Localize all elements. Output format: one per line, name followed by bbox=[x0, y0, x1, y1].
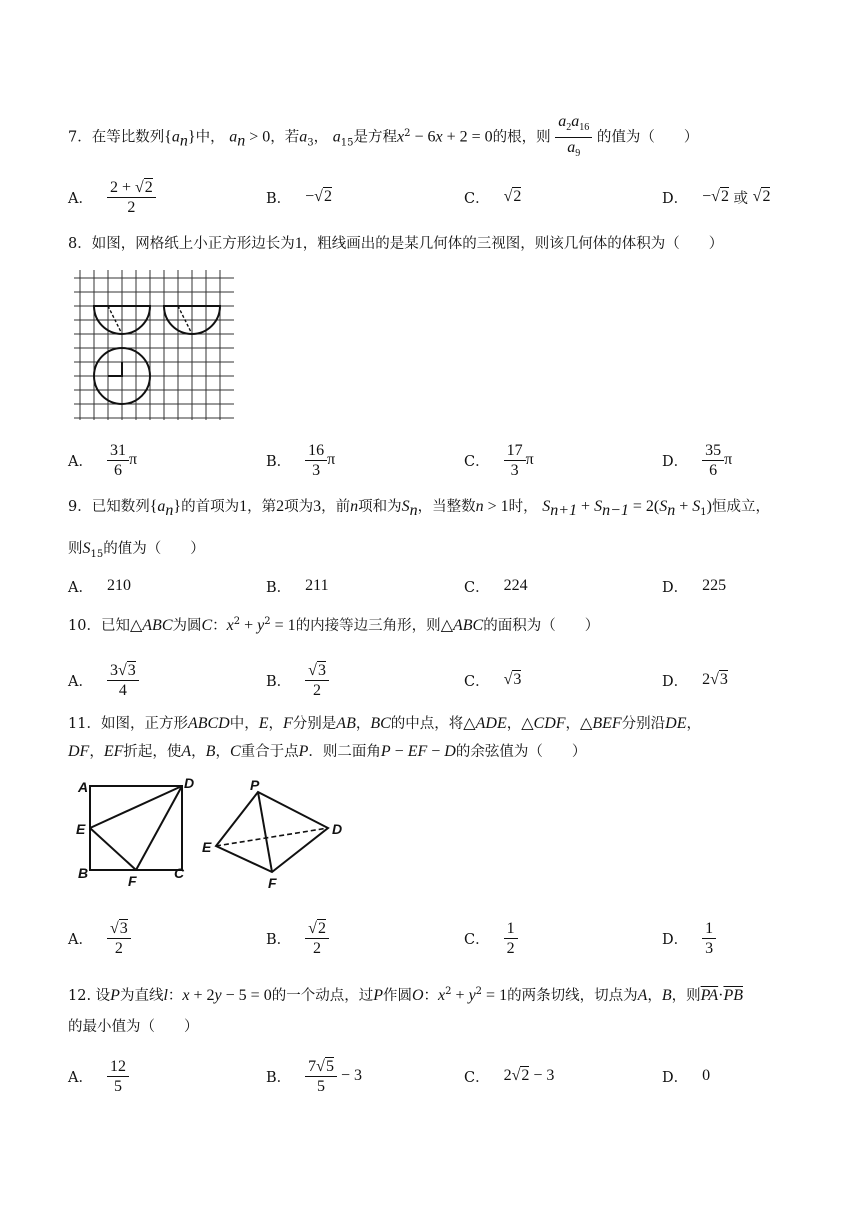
option-d[interactable]: D． $\frac{35}{6}$ π bbox=[662, 441, 733, 479]
option-a[interactable]: A． 210 bbox=[68, 577, 131, 596]
question-7-stem: 7．在等比数列$\{a_n\}$中， $a_n > 0$，若$a_3$， $a_{15}$是方程$x^2 - 6x + 2 = 0$的根，则 $\frac{a_2a_{16}}{a_9}$ 的值为（ ） bbox=[68, 113, 699, 160]
question-9-stem-line2: 则$S_{15}$的值为（ ） bbox=[68, 540, 205, 560]
label-f: F bbox=[128, 873, 137, 889]
question-8-stem: 8．如图，网格纸上小正方形边长为1，粗线画出的是某几何体的三视图，则该几何体的体积为（ ） bbox=[68, 235, 724, 252]
question-12-options bbox=[68, 1051, 828, 1101]
option-a[interactable]: A． $\frac{31}{6}$ π bbox=[68, 441, 138, 479]
question-11-stem-line2: DF，EF折起，使A，B，C重合于点P．则二面角P − EF − D的余弦值为（ ） bbox=[68, 743, 587, 760]
question-7-options bbox=[68, 172, 828, 222]
question-10-options bbox=[68, 655, 828, 705]
option-c[interactable]: C． $\frac{1}{2}$ bbox=[464, 913, 518, 963]
option-c[interactable]: C． 224 bbox=[464, 577, 528, 596]
three-view-grid-figure bbox=[74, 270, 236, 424]
option-d[interactable]: D． −√2 或 √2 bbox=[662, 188, 771, 207]
label-b: B bbox=[78, 865, 89, 881]
option-b[interactable]: B． $\frac{16}{3}$ π bbox=[266, 441, 336, 479]
option-a[interactable]: A． $\frac{√3}{2}$ bbox=[68, 913, 131, 963]
label-e2: E bbox=[202, 839, 212, 855]
option-b[interactable]: B． 211 bbox=[266, 577, 329, 596]
label-c: C bbox=[174, 865, 185, 881]
question-10-stem: 10．已知△ABC为圆C：$x^2 + y^2 = 1$的内接等边三角形，则△ABC的面积为（ ） bbox=[68, 616, 600, 634]
option-c[interactable]: C． $\frac{17}{3}$ π bbox=[464, 441, 534, 479]
question-8-options bbox=[68, 435, 828, 485]
option-d[interactable]: D． 225 bbox=[662, 577, 727, 596]
option-c[interactable]: C． 2√2 − 3 bbox=[464, 1067, 555, 1086]
label-f2: F bbox=[268, 875, 277, 891]
question-12-stem: 12. 设P为直线l：x + 2y − 5 = 0的一个动点，过P作圆O：$x^2 + y^2 = 1$的两条切线，切点为A，B，则$\overline{PA}\cdot\overline{PB}$ bbox=[68, 986, 743, 1004]
question-9-stem: 9．已知数列$\{a_n\}$的首项为1，第2项为3，前n项和为$S_n$，当整数n > 1时， $S_{n+1} + S_{n-1} = 2(S_n + S_1)$恒成立， bbox=[68, 498, 770, 519]
question-9-options bbox=[68, 561, 828, 611]
option-b[interactable]: B． $\frac{√3}{2}$ bbox=[266, 655, 329, 705]
option-d[interactable]: D． 0 bbox=[662, 1067, 711, 1086]
option-c[interactable]: C． √2 bbox=[464, 188, 522, 207]
folding-square-figure bbox=[72, 772, 362, 892]
option-b[interactable]: B． $\frac{√2}{2}$ bbox=[266, 913, 329, 963]
label-p: P bbox=[250, 777, 260, 793]
option-a[interactable]: A． $\frac{3√3}{4}$ bbox=[68, 655, 139, 705]
question-12-stem-line2: 的最小值为（ ） bbox=[68, 1019, 199, 1035]
option-d[interactable]: D． $\frac{1}{3}$ bbox=[662, 913, 716, 963]
label-e: E bbox=[76, 821, 86, 837]
question-11-stem: 11．如图，正方形ABCD中，E，F分别是AB，BC的中点，将△ADE，△CDF，△BEF分别沿DE， bbox=[68, 715, 701, 732]
option-a[interactable]: A． $\frac{2 + √2}{2}$ bbox=[68, 172, 156, 222]
label-d: D bbox=[184, 775, 195, 791]
option-a[interactable]: A． $\frac{12}{5}$ bbox=[68, 1051, 129, 1101]
question-11-options bbox=[68, 913, 828, 963]
option-b[interactable]: B． $\frac{7√5}{5}$ − 3 bbox=[266, 1057, 362, 1095]
label-a: A bbox=[78, 779, 89, 795]
option-c[interactable]: C． √3 bbox=[464, 671, 522, 690]
option-d[interactable]: D． 2√3 bbox=[662, 671, 728, 690]
option-b[interactable]: B． −√2 bbox=[266, 188, 332, 207]
label-d2: D bbox=[332, 821, 343, 837]
